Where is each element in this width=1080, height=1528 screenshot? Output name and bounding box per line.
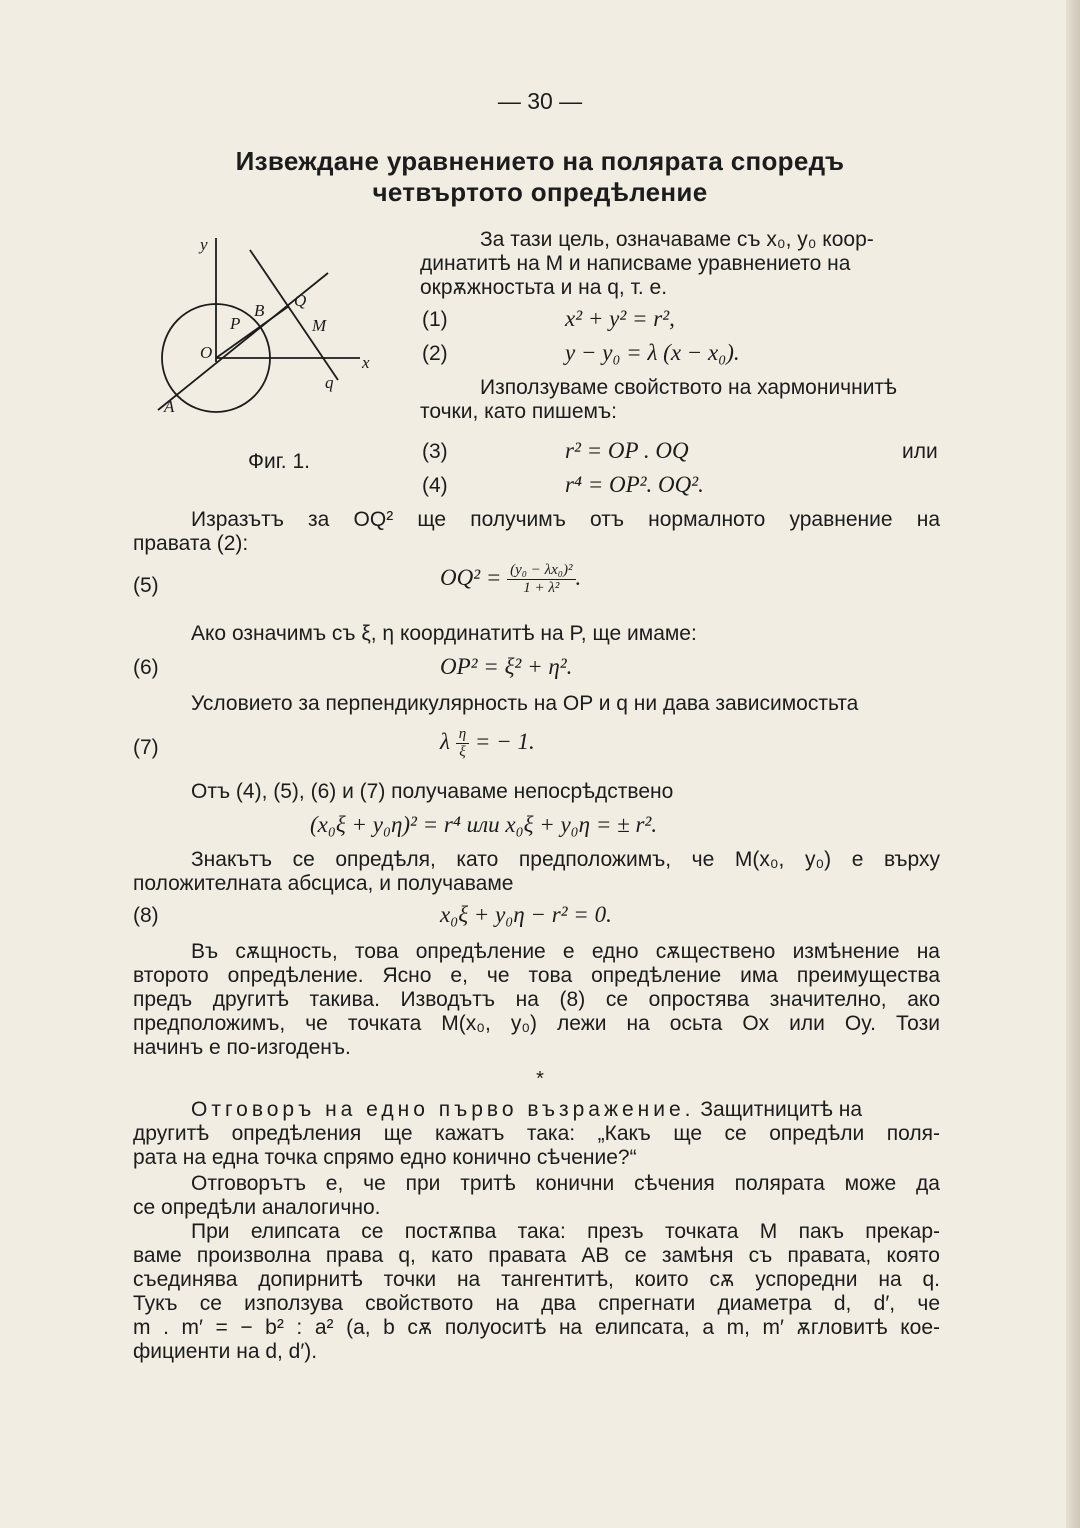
label-p: P: [230, 314, 241, 333]
eq6-expr: OP² = ξ² + η².: [440, 654, 573, 679]
eq5-end: .: [575, 564, 582, 590]
ellipse-line-6: фициенти на d, d′).: [133, 1340, 318, 1363]
eq4-expr: r⁴ = OP². OQ².: [565, 472, 704, 497]
ellipse-line-1: При елипсата се постѫпва така: презъ точката M пакъ прекар-: [191, 1220, 940, 1243]
intro-line-1: За тази цель, означаваме съ x₀, y₀ коор-: [480, 228, 874, 251]
label-b: B: [254, 301, 265, 320]
eq8-number: (8): [133, 904, 159, 927]
eq1-expr: x² + y² = r²,: [565, 306, 675, 331]
coord-p-line: Ако означимъ съ ξ, η координатитѣ на P, ще имаме:: [191, 622, 697, 645]
from-line: Отъ (4), (5), (6) и (7) получаваме непосрѣдствено: [191, 780, 674, 803]
title-line-1: Извеждане уравнението на полярата споредъ: [235, 146, 845, 176]
essence-line-5: начинъ е по-изгоденъ.: [133, 1036, 351, 1059]
answer-line-2: другитѣ опредѣления ще кажатъ така: „Какъ ще се опредѣли поля-: [133, 1122, 940, 1145]
perp-line: Условието за перпендикулярность на OP и q ни дава зависимостьта: [191, 692, 859, 715]
answer-line-1: [133, 1098, 940, 1122]
essence-line-3: предъ другитѣ такива. Изводътъ на (8) се опростява значително, ако: [133, 988, 940, 1011]
page-number: — 30 —: [497, 88, 583, 114]
answer-line-1-rest: Защитницитѣ на: [700, 1098, 863, 1121]
harmonic-paragraph: [420, 376, 940, 424]
eq5-expr: [440, 562, 581, 597]
figure-caption: Фиг. 1.: [248, 450, 310, 473]
ellipse-line-2: ваме произволна права q, като правата AB се замѣня съ правата, която: [133, 1244, 940, 1267]
label-y: y: [200, 235, 208, 254]
ellipse-paragraph: [133, 1220, 940, 1364]
reply-paragraph: [133, 1172, 940, 1220]
label-o: O: [200, 343, 213, 362]
eq2-expr: y − y₀ = λ (x − x₀).: [565, 340, 740, 365]
intro-line-2: динатитѣ на M и написваме уравнението на: [420, 252, 851, 275]
eq5-number: (5): [133, 574, 159, 597]
eq3-tail: или: [902, 440, 938, 463]
eq5-denominator: 1 + λ²: [523, 580, 560, 596]
page-edge-shadow: [1066, 0, 1080, 1528]
segment-op: [216, 306, 289, 358]
sign-line-1: Знакътъ се опредѣля, като предположимъ, че M(x₀, y₀) е върху: [191, 848, 940, 871]
answer-heading: Отговоръ на едно първо възражение.: [191, 1098, 695, 1121]
ellipse-line-5: m . m′ = − b² : a² (a, b сѫ полуоситѣ на елипсата, а m, m′ ѫгловитѣ кое-: [133, 1316, 940, 1339]
ellipse-line-4: Тукъ се използува свойството на два спрегнати диаметра d, d′, че: [133, 1292, 940, 1315]
eq8-expr: x₀ξ + y₀η − r² = 0.: [440, 902, 612, 927]
label-a: A: [164, 397, 175, 416]
intro-paragraph: [420, 228, 940, 300]
essence-line-2: второто опредѣление. Ясно е, че това опредѣление има преимущества: [133, 964, 940, 987]
section-asterisk: *: [536, 1068, 544, 1090]
eq4-number: (4): [422, 474, 448, 497]
eq-combined: (x₀ξ + y₀η)² = r⁴ или x₀ξ + y₀η = ± r².: [310, 812, 658, 837]
eq2-number: (2): [422, 342, 448, 365]
eq7-denominator: ξ: [459, 744, 466, 760]
intro-line-3: окрѫжностьта и на q, т. е.: [420, 276, 668, 299]
harm-line-1: Използуваме свойството на хармоничнитѣ: [480, 376, 897, 399]
label-q-line: q: [325, 373, 334, 392]
figure-1-diagram: [150, 226, 390, 426]
label-q-point: Q: [294, 291, 307, 310]
eq6-number: (6): [133, 656, 159, 679]
essence-line-1: Въ сѫщность, това опредѣление е едно сѫществено измѣнение на: [191, 940, 940, 963]
answer-line-3: рата на една точка спрямо едно конично сѣчение?“: [133, 1146, 637, 1169]
eq3-expr: r² = OP . OQ: [565, 438, 689, 463]
answer-paragraph: [133, 1098, 940, 1170]
label-m: M: [312, 316, 327, 335]
essence-paragraph: [133, 940, 940, 1060]
eq7-numerator: η: [456, 726, 469, 744]
eq5-fraction: [507, 562, 575, 597]
eq5-numerator: (y₀ − λx₀)²: [507, 562, 575, 580]
reply-line-1: Отговорътъ е, че при тритѣ конични сѣчения полярата може да: [191, 1172, 940, 1195]
eq7-expr: [440, 726, 535, 761]
eq5-lhs: OQ² =: [440, 564, 502, 590]
label-x: x: [362, 353, 370, 372]
eq7-lambda: λ: [440, 728, 450, 754]
eq1-number: (1): [422, 308, 448, 331]
section-title: [120, 146, 960, 208]
oq-line-1: Изразътъ за OQ² ще получимъ отъ нормалното уравнение на: [191, 508, 940, 531]
title-line-2: четвъртото опредѣление: [372, 177, 708, 207]
eq3-number: (3): [422, 440, 448, 463]
reply-line-2: се опредѣли аналогично.: [133, 1196, 381, 1219]
eq7-rest: = − 1.: [474, 728, 535, 754]
sign-line-2: положителната абсциса, и получаваме: [133, 872, 514, 895]
oq-paragraph: [133, 508, 940, 556]
eq7-fraction: [456, 726, 469, 761]
harm-line-2: точки, като пишемъ:: [420, 400, 617, 423]
oq-line-2: правата (2):: [133, 532, 249, 555]
sign-paragraph: [133, 848, 940, 896]
ellipse-line-3: съединява допирнитѣ точки на тангентитѣ, които сѫ успоредни на q.: [133, 1268, 940, 1291]
eq7-number: (7): [133, 736, 159, 759]
essence-line-4: предположимъ, че точката M(x₀, y₀) лежи на осьта Ox или Oy. Този: [133, 1012, 940, 1035]
